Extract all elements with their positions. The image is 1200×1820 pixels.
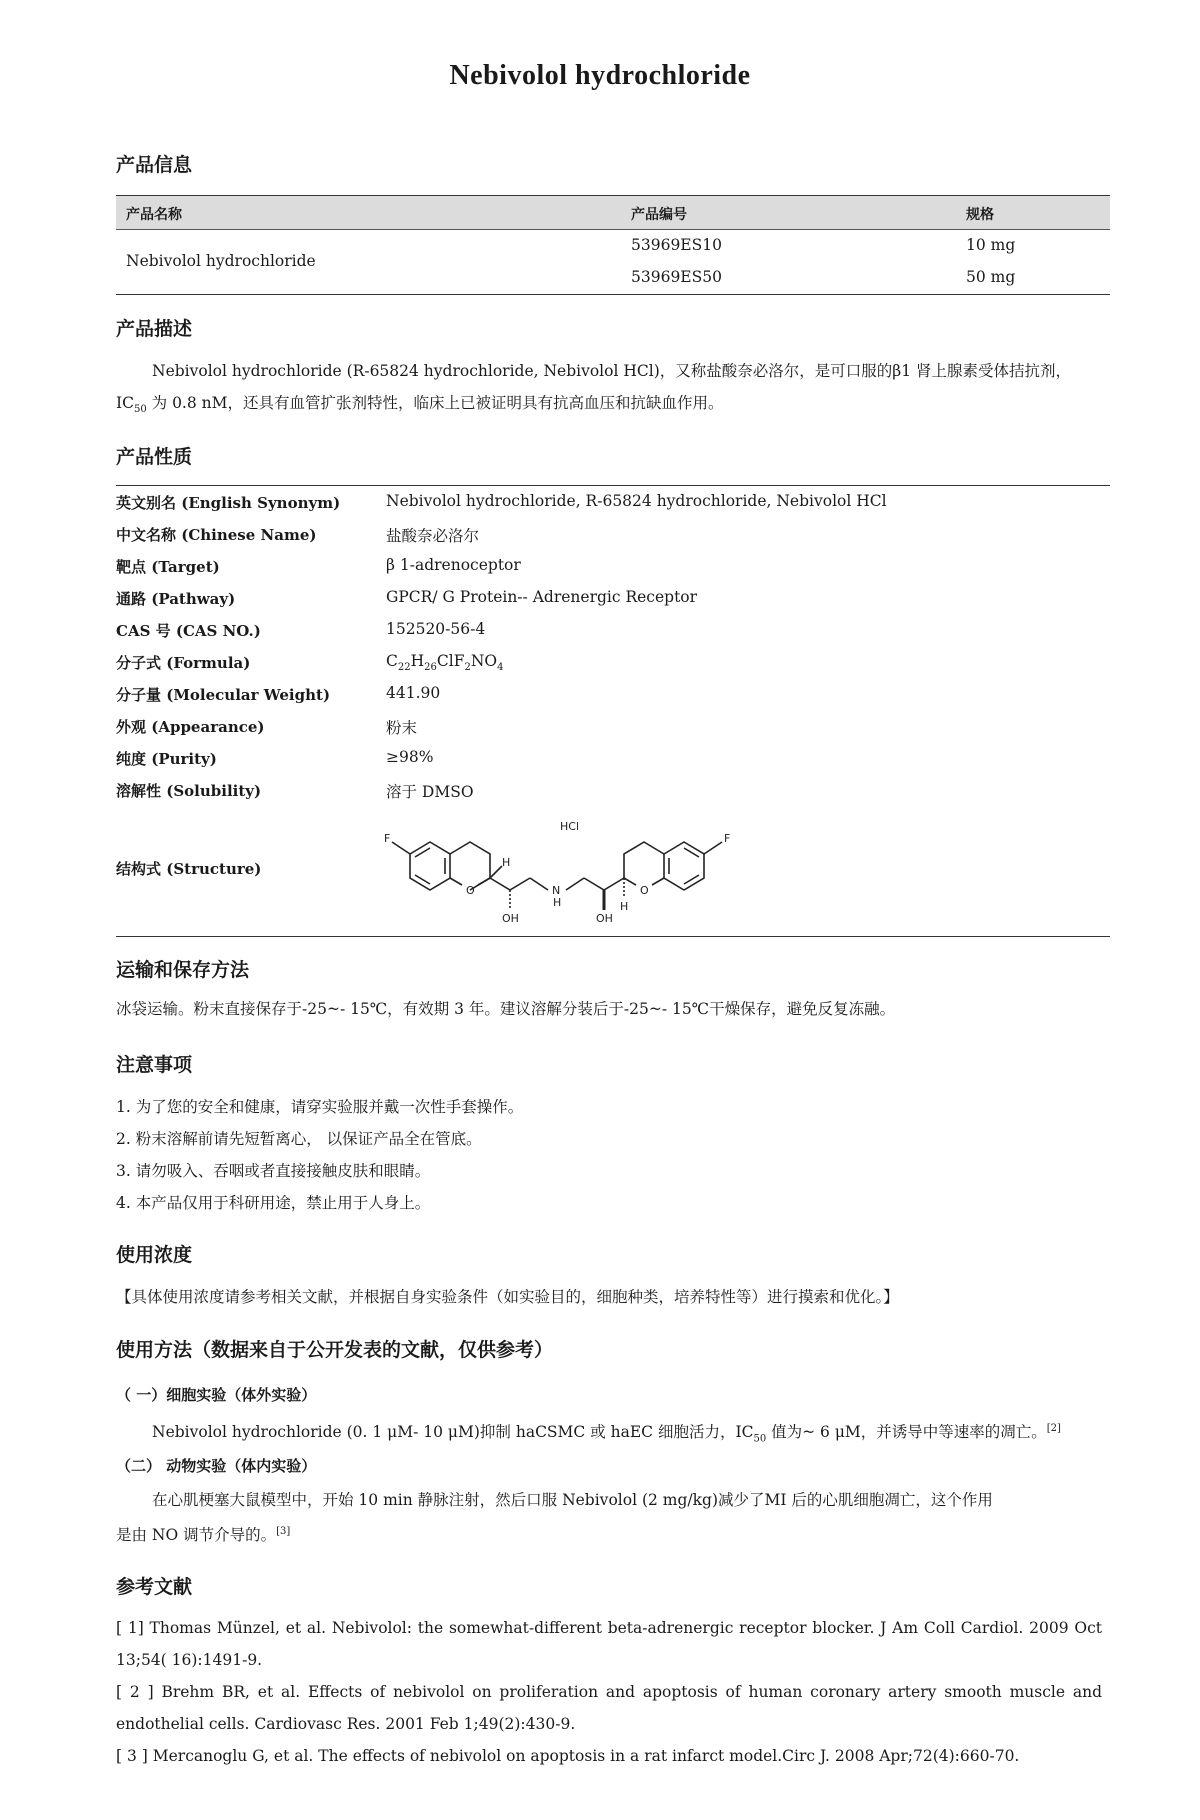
property-label: 溶解性 (Solubility) [116,782,262,800]
cell-experiment-text [116,1413,1102,1455]
table-header-row [116,196,1110,230]
ic50-label: IC [116,394,134,412]
property-label: 分子量 (Molecular Weight) [116,686,331,704]
reference-item: [ 3 ] Mercanoglu G, et al. The effects of nebivolol on apoptosis in a rat infarct model.Circ J. 2008 Apr;72(4):660-70. [116,1747,1020,1765]
section-heading-usage: 使用方法（数据来自于公开发表的文献，仅供参考） [116,1339,554,1361]
table-body [116,230,1110,294]
hydrogen-label: H [553,896,562,909]
product-code-cell: 53969ES10 [631,236,722,254]
property-value: 溶于 DMSO [386,783,474,801]
section-heading-product-info: 产品信息 [116,154,193,176]
sub-heading-cell-experiment: （ 一）细胞实验（体外实验） [116,1386,317,1404]
property-label: 分子式 (Formula) [116,654,251,672]
notes-list [116,1091,523,1219]
list-item: 3. 请勿吸入、吞咽或者直接接触皮肤和眼睛。 [116,1162,431,1180]
property-row [116,582,1110,614]
hcl-label: HCl [560,820,580,833]
property-row [116,614,1110,646]
property-label: 外观 (Appearance) [116,718,265,736]
hydroxyl-label: OH [596,912,613,925]
hydrogen-label: H [502,856,511,869]
property-value: GPCR/ G Protein-- Adrenergic Receptor [386,588,698,606]
page-title: Nebivolol hydrochloride [449,60,751,91]
property-row [116,678,1110,710]
property-label: 结构式 (Structure) [116,860,262,878]
section-heading-notes: 注意事项 [116,1054,193,1076]
reference-item: [ 2 ] Brehm BR, et al. Effects of nebivolol on proliferation and apoptosis of human coronary artery smooth muscle and endothelial cells. Cardiovasc Res. 2001 Feb 1;49(2):430-9. [116,1683,1102,1733]
animal-line [116,1516,1102,1551]
reference-item: [ 1] Thomas Münzel, et al. Nebivolol: the somewhat-different beta-adrenergic receptor blocker. J Am Coll Cardiol. 2009 Oct 13;54( 16):1491-9. [116,1619,1102,1669]
product-info-table [116,195,1110,295]
section-heading-concentration: 使用浓度 [116,1244,193,1266]
header-spec: 规格 [966,207,994,223]
property-value: 152520-56-4 [386,620,486,638]
header-product-code: 产品编号 [631,207,687,223]
oxygen-label: O [466,884,475,897]
property-label: CAS 号 (CAS NO.) [116,622,261,640]
product-spec-cell: 10 mg [966,236,1016,254]
description-line: Nebivolol hydrochloride (R-65824 hydrochloride, Nebivolol HCl)，又称盐酸奈必洛尔，是可口服的β1 肾上腺素受体拮抗剂， [152,362,1071,380]
citation-ref: [3] [276,1526,291,1537]
section-heading-storage: 运输和保存方法 [116,959,250,981]
property-value: Nebivolol hydrochloride, R-65824 hydrochloride, Nebivolol HCl [386,492,887,510]
cell-text: Nebivolol hydrochloride (0. 1 μM- 10 μM)抑制 haCSMC 或 haEC 细胞活力，IC [152,1423,754,1442]
description-line-rest: 为 0.8 nM，还具有血管扩张剂特性，临床上已被证明具有抗高血压和抗缺血作用。 [146,394,724,412]
concentration-text: 【具体使用浓度请参考相关文献，并根据自身实验条件（如实验目的，细胞种类，培养特性等）进行摸索和优化。】 [116,1288,899,1306]
property-label: 纯度 (Purity) [116,750,217,768]
hydroxyl-label: OH [502,912,519,925]
properties-table [116,485,1110,937]
property-label: 通路 (Pathway) [116,590,236,608]
property-row [116,518,1110,550]
fluorine-label: F [384,832,391,845]
chemical-structure [380,814,780,934]
property-label: 英文别名 (English Synonym) [116,494,341,512]
hydrogen-label: H [620,900,629,913]
formula-value: $C_{22}H_{26}ClF_2NO_4$ [386,652,504,674]
property-value: 盐酸奈必洛尔 [386,527,480,545]
property-row [116,486,1110,518]
product-name-cell: Nebivolol hydrochloride [126,252,316,270]
section-heading-references: 参考文献 [116,1576,193,1598]
list-item: 2. 粉末溶解前请先短暂离心， 以保证产品全在管底。 [116,1130,482,1148]
product-code-cell: 53969ES50 [631,268,722,286]
animal-experiment-text [116,1484,1102,1551]
ic50-subscript: 50 [133,404,147,416]
structure-atom-labels [384,820,730,925]
property-label: 靶点 (Target) [116,558,220,576]
property-label: 中文名称 (Chinese Name) [116,526,317,544]
product-spec-cell: 50 mg [966,268,1016,286]
ic50-subscript: 50 [753,1433,767,1445]
section-heading-properties: 产品性质 [116,446,193,468]
property-row [116,710,1110,742]
property-value: 粉末 [386,719,418,737]
property-row [116,646,1110,678]
fluorine-label: F [724,832,731,845]
storage-text: 冰袋运输。粉末直接保存于-25~- 15℃，有效期 3 年。建议溶解分装后于-25~- 15℃干燥保存，避免反复冻融。 [116,1000,896,1018]
property-value: ≥98% [386,748,434,766]
nitrogen-label: N [552,884,561,897]
references-list [116,1612,1102,1772]
description-text [116,355,1102,426]
property-row [116,742,1110,774]
property-value: β 1-adrenoceptor [386,556,521,574]
list-item: 1. 为了您的安全和健康，请穿实验服并戴一次性手套操作。 [116,1098,524,1116]
list-item: 4. 本产品仅用于科研用途，禁止用于人身上。 [116,1194,431,1212]
property-value: 441.90 [386,684,441,702]
animal-text: 是由 NO 调节介导的。 [116,1526,277,1545]
cell-text-rest: 值为~ 6 μM，并诱导中等速率的凋亡。 [766,1423,1047,1442]
citation-ref: [2] [1046,1423,1061,1434]
section-heading-description: 产品描述 [116,318,193,340]
header-product-name: 产品名称 [126,207,182,223]
description-line [116,387,1102,426]
property-row [116,774,1110,806]
oxygen-label: O [640,884,649,897]
property-row [116,550,1110,582]
animal-line: 在心肌梗塞大鼠模型中，开始 10 min 静脉注射，然后口服 Nebivolol (2 mg/kg)减少了MI 后的心肌细胞凋亡，这个作用 [152,1491,993,1509]
sub-heading-animal-experiment: （二） 动物实验（体内实验） [116,1457,317,1475]
